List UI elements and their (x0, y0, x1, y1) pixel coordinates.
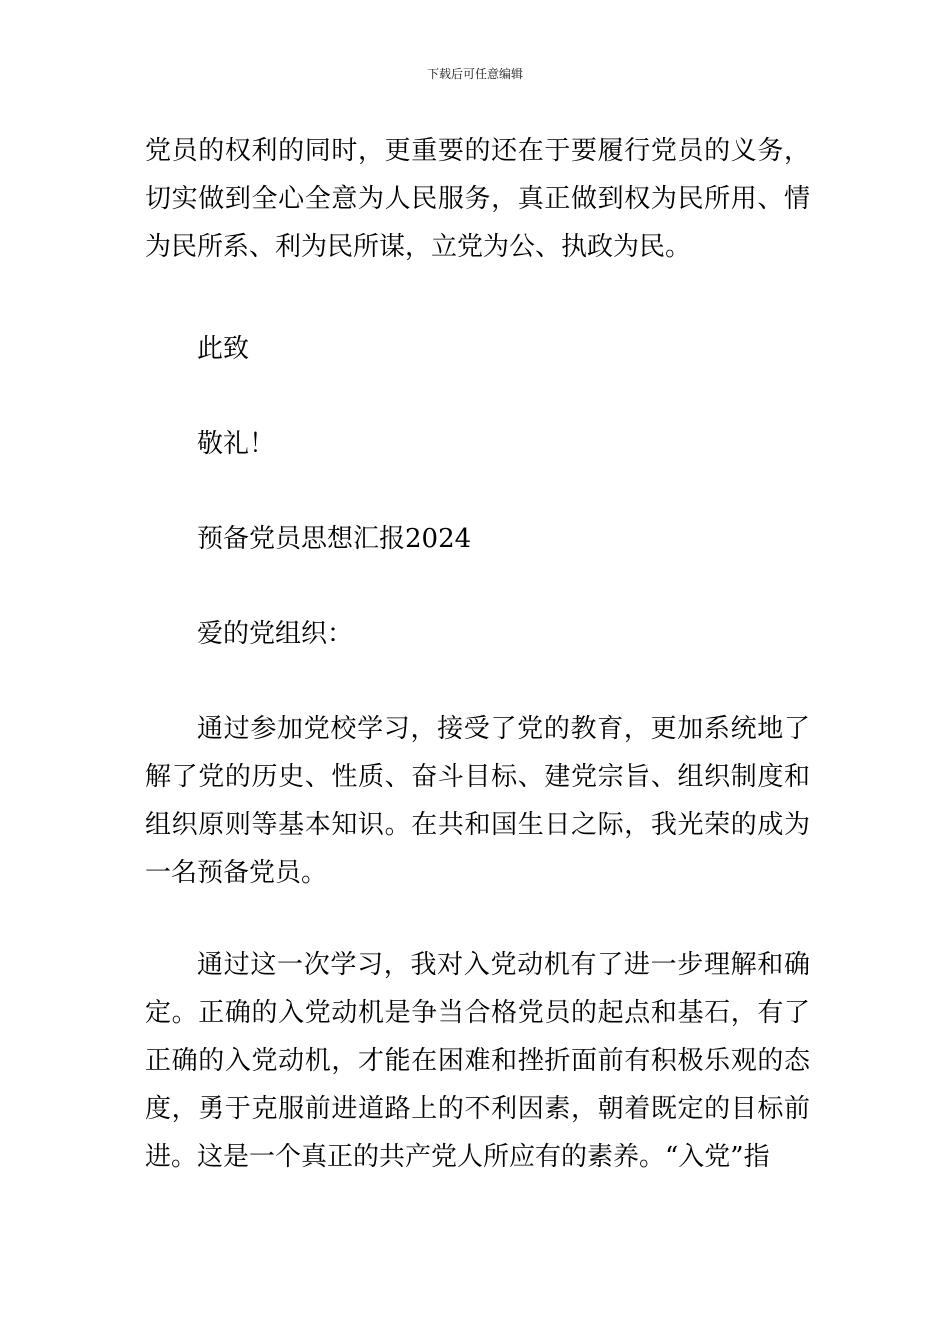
paragraph-motivation: 通过这一次学习，我对入党动机有了进一步理解和确定。正确的入党动机是争当合格党员的起点和基石，有了正确的入党动机，才能在困难和挫折面前有积极乐观的态度，勇于克服前进道路上的不利因素，朝着既定的目标前进。这是一个真正的共产党人所应有的素养。“入党”指 (145, 950, 810, 1172)
salutation: 爱的党组织： (197, 619, 354, 649)
document-title: 预备党员思想汇报2024 (197, 524, 472, 554)
document-body (145, 127, 810, 1181)
closing-cizhi: 此致 (197, 334, 250, 364)
paragraph-continuation: 党员的权利的同时，更重要的还在于要履行党员的义务，切实做到全心全意为人民服务，真正做到权为民所用、情为民所系、利为民所谋，立党为公、执政为民。 (145, 136, 810, 262)
page-header-note: 下载后可任意编辑 (426, 67, 523, 81)
closing-jingli: 敬礼！ (197, 429, 276, 459)
paragraph-study: 通过参加党校学习，接受了党的教育，更加系统地了解了党的历史、性质、奋斗目标、建党宗旨、组织制度和组织原则等基本知识。在共和国生日之际，我光荣的成为一名预备党员。 (145, 714, 810, 888)
